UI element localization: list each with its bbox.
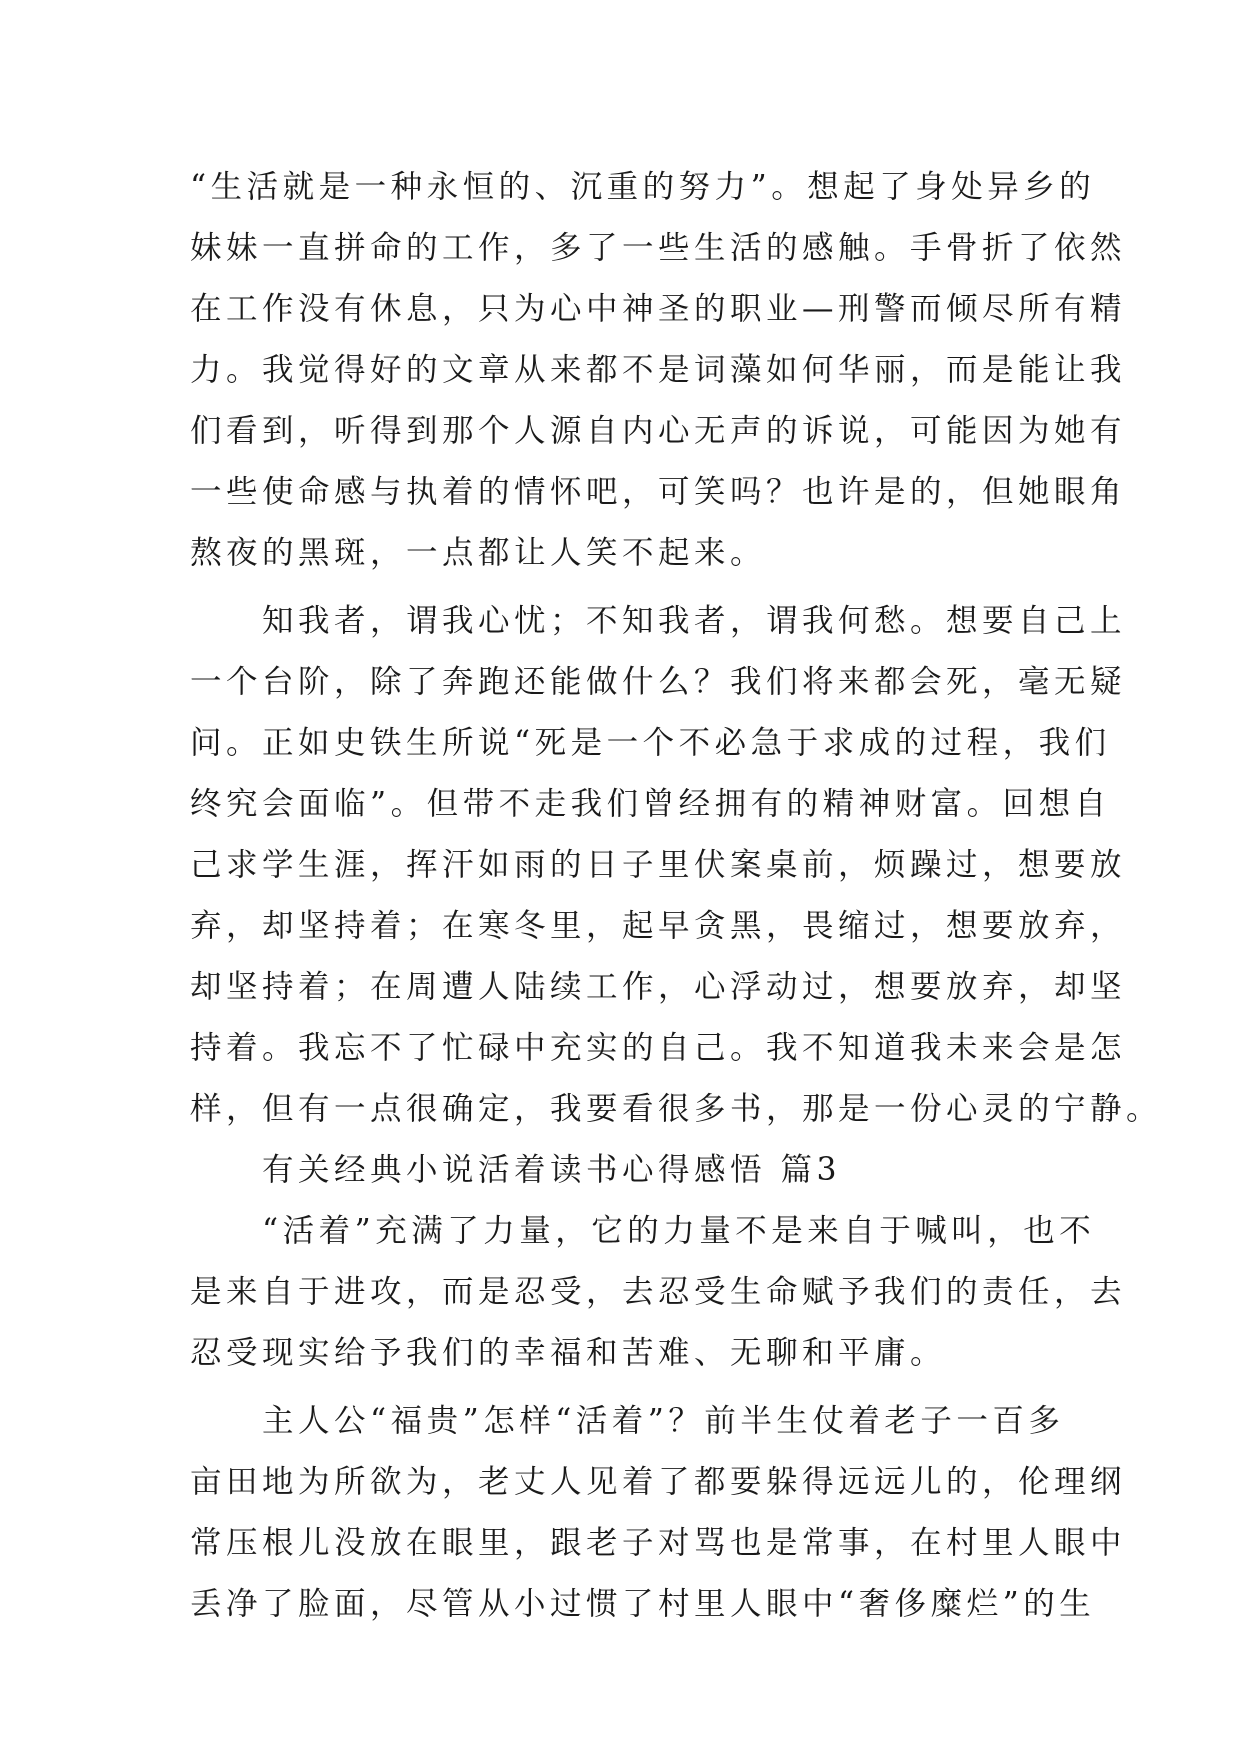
text-line: 持着。我忘不了忙碌中充实的自己。我不知道我未来会是怎 — [190, 1030, 1127, 1066]
text-line: 一个台阶，除了奔跑还能做什么？我们将来都会死，毫无疑 — [190, 664, 1127, 700]
text-line: “生活就是一种永恒的、沉重的努力”。想起了身处异乡的 — [190, 169, 1096, 205]
text-line: 知我者，谓我心忧；不知我者，谓我何愁。想要自己上 — [190, 603, 1127, 639]
text-line: 问。正如史铁生所说“死是一个不必急于求成的过程，我们 — [190, 725, 1111, 761]
section-heading: 有关经典小说活着读书心得感悟 篇3 — [190, 1152, 842, 1188]
text-line: 妹妹一直拼命的工作，多了一些生活的感触。手骨折了依然 — [190, 230, 1127, 266]
text-line: 一些使命感与执着的情怀吧，可笑吗？也许是的，但她眼角 — [190, 474, 1127, 510]
text-line: 样，但有一点很确定，我要看很多书，那是一份心灵的宁静。 — [190, 1091, 1163, 1127]
text-line: 在工作没有休息，只为心中神圣的职业—刑警而倾尽所有精 — [190, 291, 1127, 327]
text-line: 终究会面临”。但带不走我们曾经拥有的精神财富。回想自 — [190, 786, 1111, 822]
text-line: “活着”充满了力量，它的力量不是来自于喊叫，也不 — [190, 1213, 1096, 1249]
text-line: 丢净了脸面，尽管从小过惯了村里人眼中“奢侈糜烂”的生 — [190, 1586, 1096, 1622]
paragraph-spacer — [190, 1384, 1066, 1391]
text-line: 常压根儿没放在眼里，跟老子对骂也是常事，在村里人眼中 — [190, 1525, 1127, 1561]
text-line: 熬夜的黑斑，一点都让人笑不起来。 — [190, 535, 767, 571]
text-line: 弃，却坚持着；在寒冬里，起早贪黑，畏缩过，想要放弃， — [190, 908, 1127, 944]
text-line: 亩田地为所欲为，老丈人见着了都要躲得远远儿的，伦理纲 — [190, 1464, 1127, 1500]
document-body — [190, 157, 1163, 1635]
text-line: 力。我觉得好的文章从来都不是词藻如何华丽，而是能让我 — [190, 352, 1127, 388]
text-line: 忍受现实给予我们的幸福和苦难、无聊和平庸。 — [190, 1335, 947, 1371]
text-line: 己求学生涯，挥汗如雨的日子里伏案桌前，烦躁过，想要放 — [190, 847, 1127, 883]
text-line: 们看到，听得到那个人源自内心无声的诉说，可能因为她有 — [190, 413, 1127, 449]
paragraph-spacer — [190, 584, 1066, 591]
text-line: 是来自于进攻，而是忍受，去忍受生命赋予我们的责任，去 — [190, 1274, 1127, 1310]
text-line: 主人公“福贵”怎样“活着”？前半生仗着老子一百多 — [190, 1403, 1065, 1439]
text-line: 却坚持着；在周遭人陆续工作，心浮动过，想要放弃，却坚 — [190, 969, 1127, 1005]
